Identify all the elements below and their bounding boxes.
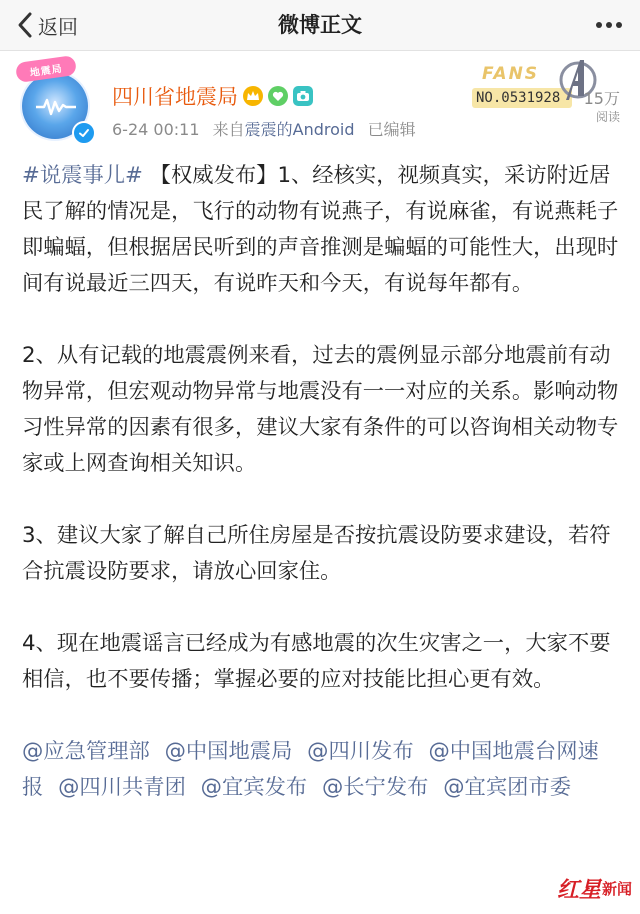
top-nav-bar <box>0 0 640 51</box>
watermark-text: 新闻 <box>601 879 632 898</box>
post-meta <box>112 117 416 140</box>
post-paragraph-1 <box>22 158 628 302</box>
more-icon <box>595 21 623 29</box>
verified-badge-icon <box>72 121 96 145</box>
post-paragraph-2: 2、从有记载的地震震例来看，过去的震例显示部分地震前有动物异常，但宏观动物异常与地震没有一一对应的关系。影响动物习性异常的因素有很多，建议大家有条件的可以咨询相关动物专家或上网查询相关知识。 <box>22 343 619 476</box>
hashtag-link[interactable]: #说震事儿# <box>22 163 143 188</box>
mention-link[interactable]: @长宁发布 <box>321 775 429 800</box>
source-device-link[interactable]: 震震的Android <box>244 120 355 139</box>
author-avatar[interactable] <box>16 63 96 147</box>
avatar-ribbon-text: 地震局 <box>29 63 64 79</box>
crown-badge-icon[interactable] <box>243 86 263 106</box>
more-options-button[interactable] <box>592 10 626 40</box>
mention-link[interactable]: @四川发布 <box>307 739 414 764</box>
mention-link[interactable]: @宜宾发布 <box>200 775 308 800</box>
mention-link[interactable]: @宜宾团市委 <box>443 775 572 800</box>
author-header <box>0 55 640 150</box>
fans-label: FANS <box>482 64 540 84</box>
seismic-wave-icon <box>36 97 76 117</box>
author-name-row <box>112 81 313 111</box>
news-watermark-logo <box>557 872 632 904</box>
author-name[interactable]: 四川省地震局 <box>112 85 238 109</box>
mention-link[interactable]: @中国地震台网速报 <box>22 739 599 800</box>
read-count-value: 15万 <box>583 89 620 108</box>
fans-number: NO.0531928 <box>472 88 572 108</box>
chevron-left-icon <box>16 11 34 39</box>
mention-list <box>22 734 628 806</box>
paragraph-1-text: 【权威发布】1、经核实，视频真实，采访附近居民了解的情况是，飞行的动物有说燕子，有说麻雀，有说燕耗子即蝙蝠，但根据居民听到的声音推测是蝙蝠的可能性大，出现时间有说最近三四天，有说昨天和今天，有说每年都有。 <box>22 163 619 296</box>
camera-badge-icon[interactable] <box>293 86 313 106</box>
post-paragraph-4: 4、现在地震谣言已经成为有感地震的次生灾害之一，大家不要相信，也不要传播；掌握必要的应对技能比担心更有效。 <box>22 631 611 692</box>
edited-label: 已编辑 <box>367 120 416 139</box>
back-button[interactable] <box>16 6 78 44</box>
read-count <box>584 90 620 126</box>
post-paragraph-3: 3、建议大家了解自己所住房屋是否按抗震设防要求建设，若符合抗震设防要求，请放心回家住。 <box>22 523 611 584</box>
source-prefix: 来自 <box>212 120 245 139</box>
mention-link[interactable]: @四川共青团 <box>58 775 186 800</box>
fans-badge[interactable] <box>440 60 620 130</box>
mention-link[interactable]: @应急管理部 <box>22 739 150 764</box>
back-label: 返回 <box>38 14 78 39</box>
mention-link[interactable]: @中国地震局 <box>164 739 293 764</box>
page-title: 微博正文 <box>278 13 362 37</box>
post-content <box>22 158 628 842</box>
read-count-label: 阅读 <box>595 110 620 124</box>
post-time: 6-24 00:11 <box>112 120 200 139</box>
heart-badge-icon[interactable] <box>268 86 288 106</box>
watermark-mark: 红星 <box>556 876 601 903</box>
